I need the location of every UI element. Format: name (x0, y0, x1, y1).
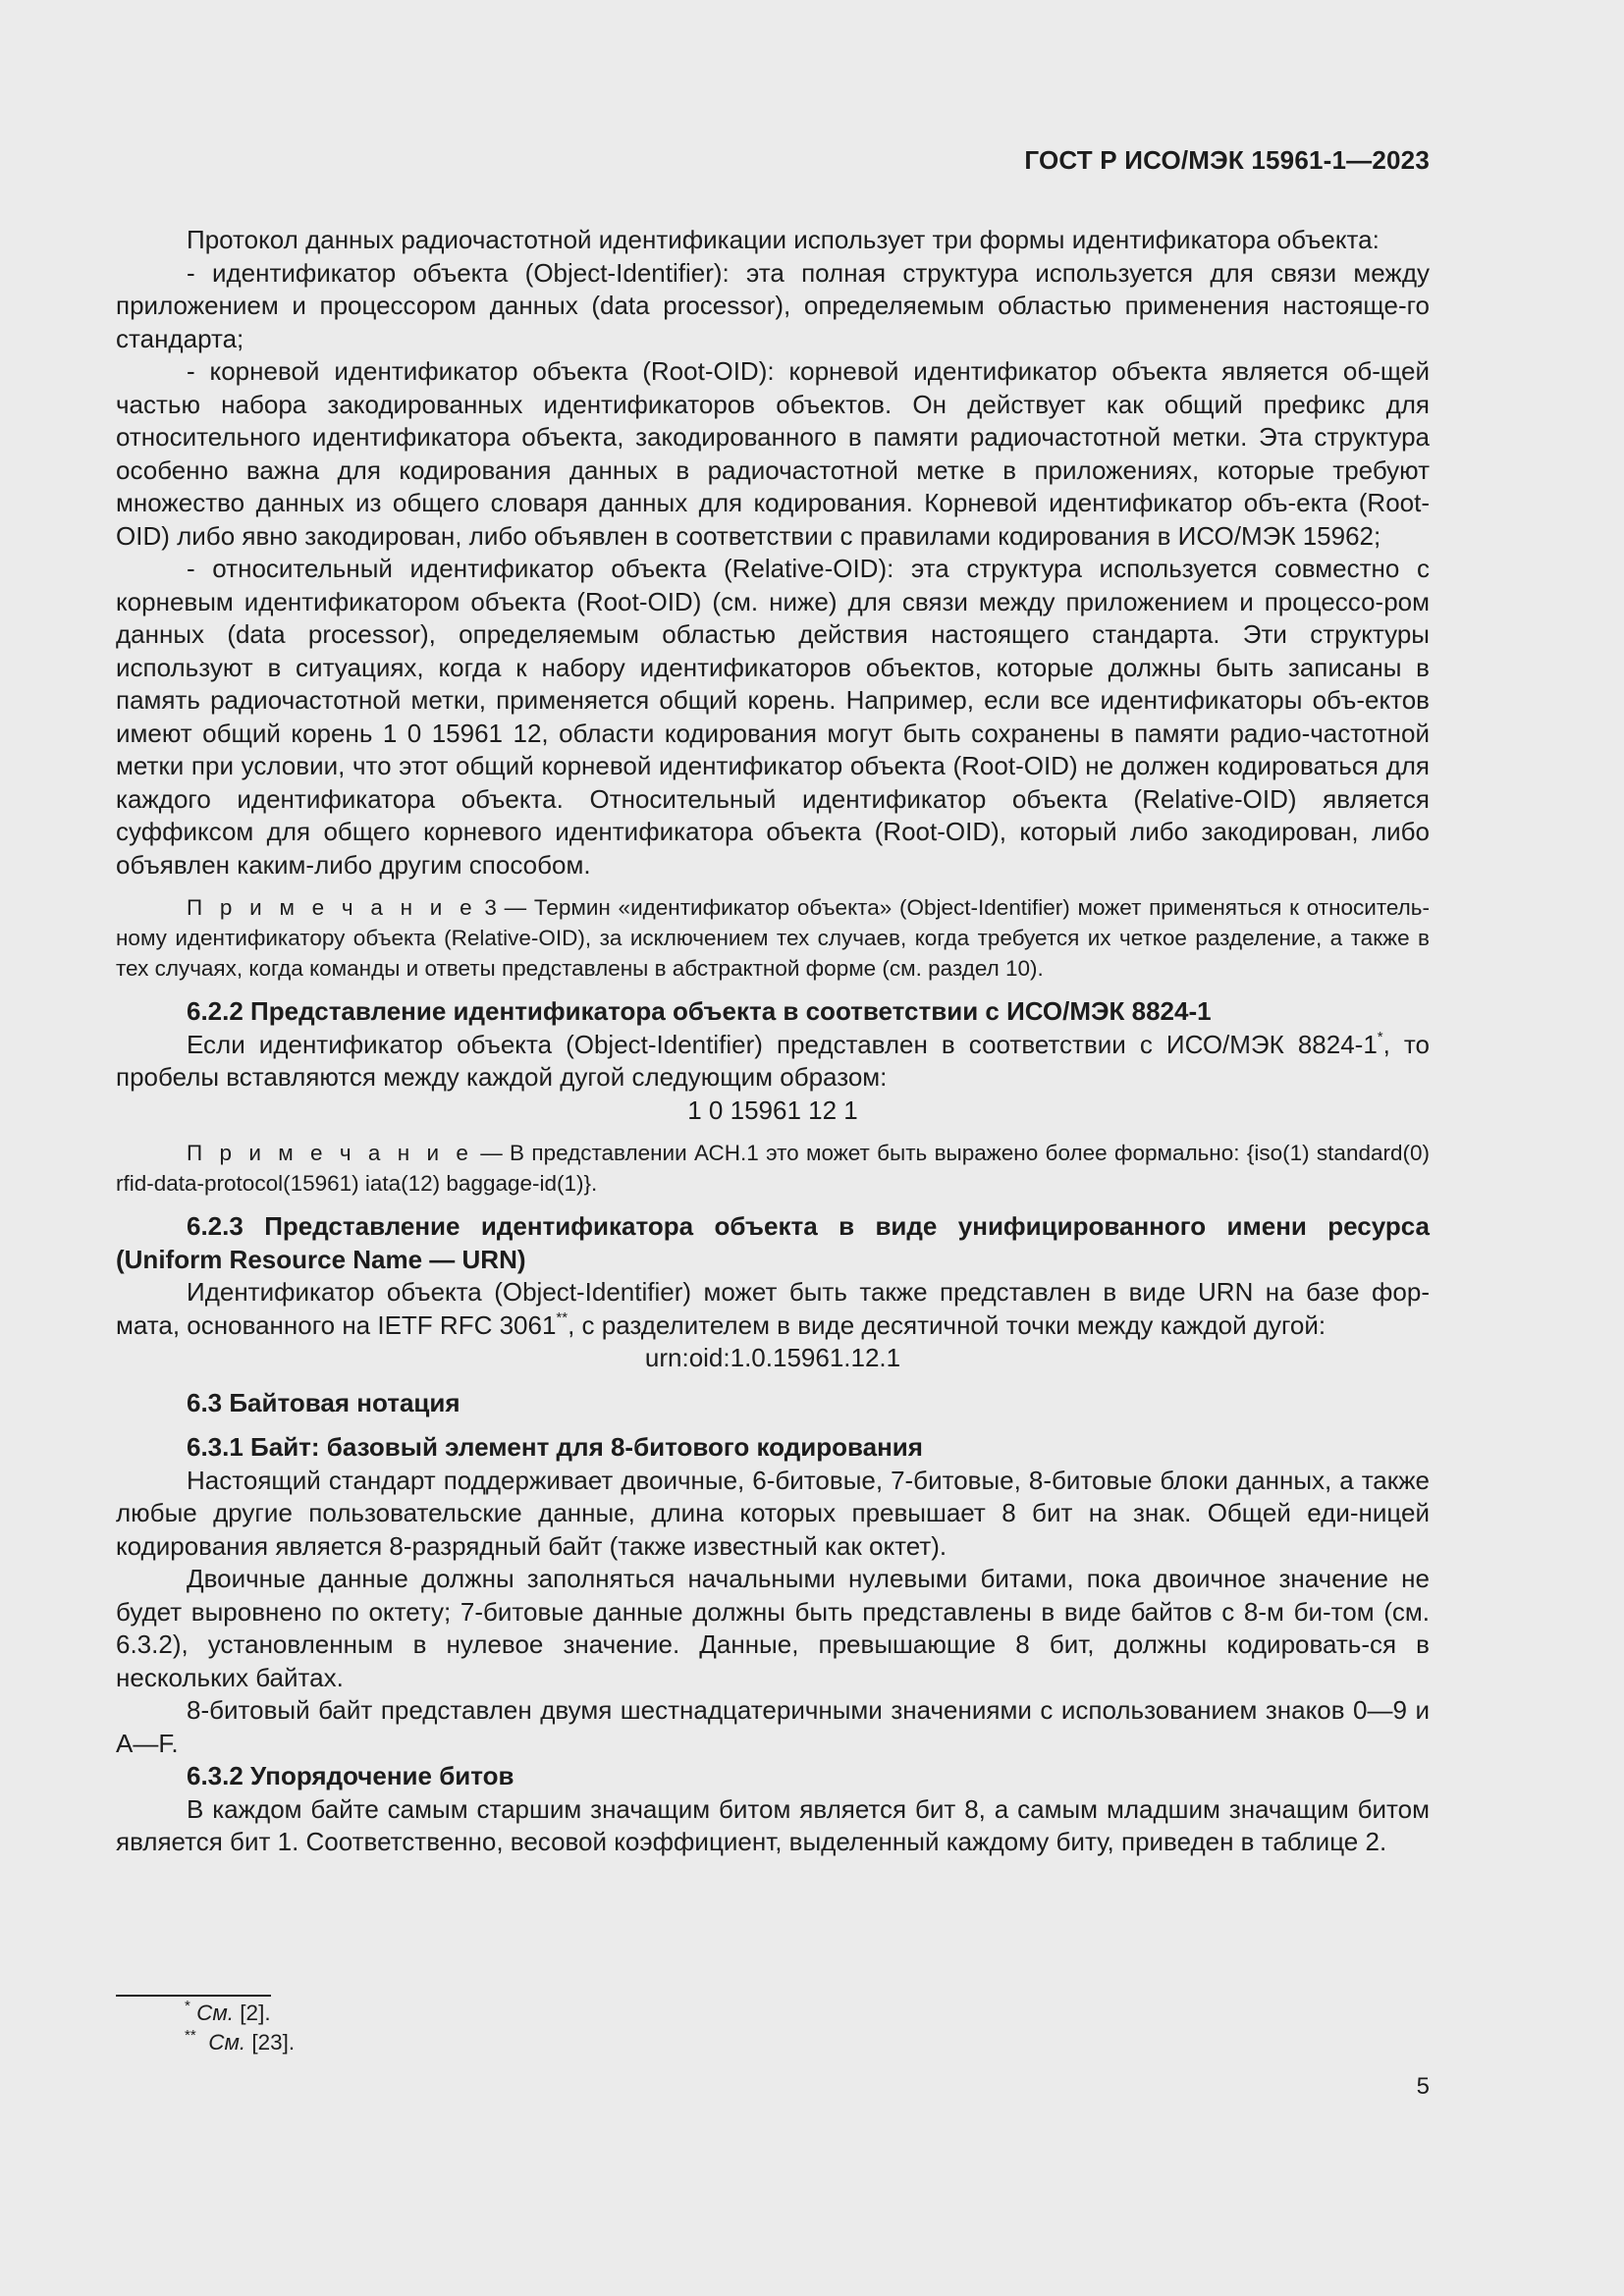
footnote-item (185, 2028, 295, 2057)
section-heading-6-3: 6.3 Байтовая нотация (187, 1387, 460, 1417)
footnote-mark: ** (185, 2026, 196, 2044)
section-heading-6-2-3: 6.2.3 Представление идентификатора объекта в виде унифицированного имени ресурса (Uniform Resource Name — URN) (116, 1211, 1430, 1274)
paragraph-root-oid: - корневой идентификатор объекта (Root-OID): корневой идентификатор объекта является об-щей частью набора закодированных идентификаторов объектов. Он действует как общий префикс для относительного идентификатора объекта, закодированного в памяти радиочастотной метки. Эта структура особенно важна для кодирования данных в радиочастотной метке в приложениях, которые требуют множество данных из общего словаря данных для кодирования. Корневой идентификатор объ-екта (Root-OID) либо явно закодирован, либо объявлен в соответствии с правилами кодирования в ИСО/МЭК 15962; (116, 356, 1430, 551)
note-asn1 (116, 1138, 1430, 1199)
body-text (116, 224, 1430, 1859)
paragraph-6-2-3-text-b: , с разделителем в виде десятичной точки между каждой дугой: (568, 1309, 1326, 1340)
footnote-ref-link: [2]. (234, 2001, 271, 2025)
footnote-see: См. (196, 2001, 235, 2025)
paragraph-6-2-2 (116, 1029, 1430, 1095)
footnotes (185, 1999, 295, 2057)
page-number: 5 (1416, 2073, 1430, 2100)
footnote-divider (116, 1995, 271, 1997)
note-text: — В представлении АСН.1 это может быть выражено более формально: {iso(1) standard(0) rfid-data-protocol(15961) iata(12) baggage-id(1)}. (116, 1141, 1430, 1196)
footnote-see: См. (208, 2030, 246, 2055)
note-label: П р и м е ч а н и е (187, 1141, 473, 1165)
example-oid-arcs: 1 0 15961 12 1 (687, 1095, 858, 1125)
paragraph-6-3-1-b: Двоичные данные должны заполняться начальными нулевыми битами, пока двоичное значение не будет выровнено по октету; 7-битовые данные должны быть представлены в виде байтов с 8-м би-том (см. 6.3.2), установленным в нулевое значение. Данные, превышающие 8 бит, должны кодировать-ся в нескольких байтах. (116, 1564, 1430, 1692)
footnote-ref-2: ** (556, 1308, 568, 1326)
document-header: ГОСТ Р ИСО/МЭК 15961-1—2023 (1024, 145, 1430, 175)
footnote-item (185, 1999, 295, 2028)
section-heading-6-3-1: 6.3.1 Байт: базовый элемент для 8-битового кодирования (187, 1432, 923, 1462)
paragraph-6-3-1-c: 8-битовый байт представлен двумя шестнадцатеричными значениями с использованием знаков 0—9 и A—F. (116, 1695, 1430, 1758)
footnote-ref-link: [23]. (245, 2030, 296, 2055)
paragraph-6-3-1-a: Настоящий стандарт поддерживает двоичные, 6-битовые, 7-битовые, 8-битовые блоки данных, а также любые другие пользовательские данные, длина которых превышает 8 бит на знак. Общей еди-ницей кодирования является 8-разрядный байт (также известный как октет). (116, 1465, 1430, 1561)
paragraph-6-2-3-text-a: Идентификатор объекта (Object-Identifier) может быть также представлен в виде URN на базе фор-мата, основанного на IETF RFC 3061 (116, 1277, 1430, 1340)
example-urn: urn:oid:1.0.15961.12.1 (644, 1343, 901, 1372)
footnote-ref-1: * (1377, 1028, 1383, 1045)
section-heading-6-3-2: 6.3.2 Упорядочение битов (187, 1761, 514, 1790)
paragraph-6-3-2: В каждом байте самым старшим значащим битом является бит 8, а самым младшим значащим битом является бит 1. Соответственно, весовой коэффициент, выделенный каждому биту, приведен в таблице 2. (116, 1793, 1430, 1856)
note-label: П р и м е ч а н и е (187, 895, 477, 920)
paragraph-intro: Протокол данных радиочастотной идентификации использует три формы идентификатора объекта: (187, 225, 1380, 254)
paragraph-relative-oid: - относительный идентификатор объекта (Relative-OID): эта структура используется совместно с корневым идентификатором объекта (Root-OID) (см. ниже) для связи между приложением и процессо-ром данных (data processor), определяемым областью действия настоящего стандарта. Эти структуры используют в ситуациях, когда к набору идентификаторов объектов, которые должны быть записаны в память радиочастотной метки, применяется общий корень. Например, если все идентификаторы объ-ектов имеют общий корень 1 0 15961 12, области кодирования могут быть сохранены в памяти радио-частотной метки при условии, что этот общий корневой идентификатор объекта (Root-OID) не должен кодироваться для каждого идентификатора объекта. Относительный идентификатор объекта (Relative-OID) является суффиксом для общего корневого идентификатора объекта (Root-OID), который либо закодирован, либо объявлен каким-либо другим способом. (116, 554, 1430, 880)
note-text: 3 — Термин «идентификатор объекта» (Object-Identifier) может применяться к относитель-ному идентификатору объекта (Relative-OID), за исключением тех случаев, когда требуется их четкое разделение, а также в тех случаях, когда команды и ответы представлены в абстрактной форме (см. раздел 10). (116, 895, 1430, 981)
paragraph-6-2-2-text-b: , то пробелы вставляются между каждой дугой следующим образом: (116, 1029, 1430, 1092)
footnote-mark: * (185, 1997, 190, 2014)
paragraph-6-2-3 (116, 1276, 1430, 1342)
paragraph-object-identifier: - идентификатор объекта (Object-Identifier): эта полная структура используется для связи между приложением и процессором данных (data processor), определяемым областью применения настояще-го стандарта; (116, 257, 1430, 353)
note-3 (116, 892, 1430, 984)
paragraph-6-2-2-text-a: Если идентификатор объекта (Object-Identifier) представлен в соответствии с ИСО/МЭК 8824-1 (187, 1029, 1378, 1059)
section-heading-6-2-2: 6.2.2 Представление идентификатора объекта в соответствии с ИСО/МЭК 8824-1 (187, 996, 1212, 1026)
